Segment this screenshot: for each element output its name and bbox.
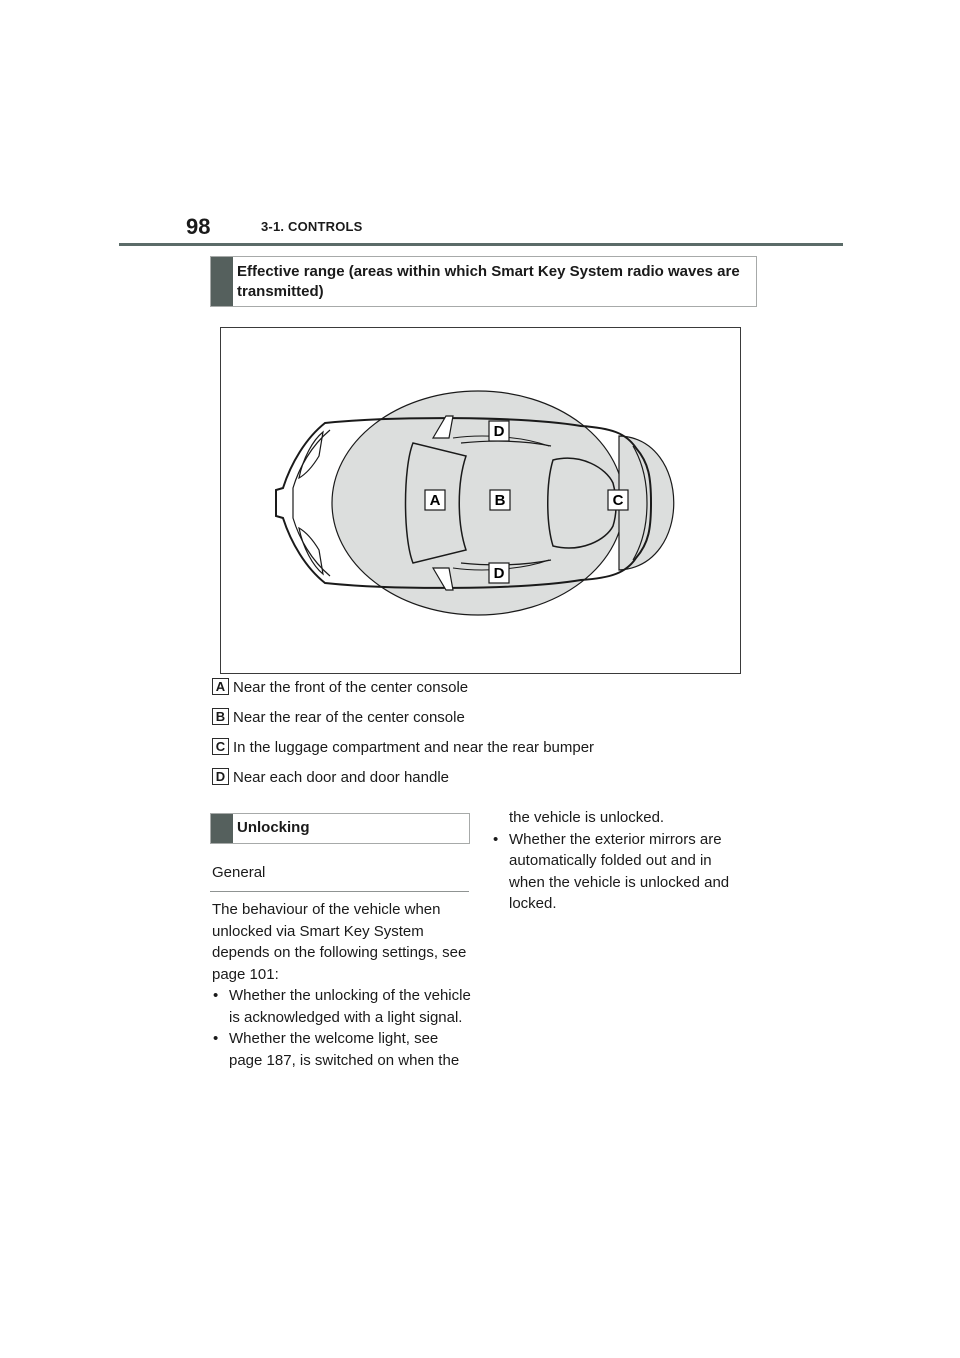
bullet-symbol: • bbox=[213, 987, 219, 1004]
section-title: 3-1. CONTROLS bbox=[261, 219, 363, 234]
bullet-text-continued: the vehicle is unlocked. bbox=[509, 809, 665, 826]
legend-text: Near the front of the center console bbox=[233, 679, 469, 696]
legend-key: A bbox=[212, 678, 229, 695]
body-column-right bbox=[492, 807, 762, 915]
headlight-left bbox=[299, 432, 323, 478]
figure-label-d-bottom-text: D bbox=[493, 565, 505, 582]
bullet-item bbox=[492, 807, 762, 829]
subheading-general: General bbox=[212, 864, 266, 881]
car-top-view-diagram bbox=[221, 328, 742, 675]
legend-text: Near each door and door handle bbox=[233, 769, 449, 786]
figure-label-b-text: B bbox=[494, 492, 506, 509]
bullet-text: Whether the welcome light, see page 187, is switched on when the bbox=[229, 1030, 460, 1069]
header-rule bbox=[119, 243, 843, 246]
bullet-symbol: • bbox=[493, 830, 499, 848]
bullet-item bbox=[212, 985, 472, 1028]
car-inner-line bbox=[293, 430, 330, 576]
legend-text: In the luggage compartment and near the rear bumper bbox=[233, 739, 595, 756]
bullet-text: Whether the unlocking of the vehicle is acknowledged with a light signal. bbox=[229, 987, 471, 1026]
heading-bar bbox=[211, 257, 233, 306]
bullet-symbol: • bbox=[213, 1030, 219, 1047]
heading-bar bbox=[211, 814, 233, 843]
figure-label-d-top bbox=[489, 421, 509, 441]
headlight-right bbox=[299, 528, 323, 574]
bullet-text: Whether the exterior mirrors are automatically folded out and in when the vehicle is unlocked and locked. bbox=[509, 830, 730, 912]
subheading-rule bbox=[210, 891, 469, 892]
heading-effective-range bbox=[210, 256, 757, 307]
body-column-left bbox=[212, 899, 472, 1071]
figure-label-a-text: A bbox=[429, 492, 441, 509]
figure-label-c bbox=[608, 490, 628, 510]
range-ellipse bbox=[332, 391, 624, 615]
figure-label-d-bottom bbox=[489, 563, 509, 583]
heading-unlocking bbox=[210, 813, 470, 844]
heading-text: Effective range (areas within which Smart Key System radio waves are transmitted) bbox=[237, 263, 740, 300]
legend-key: D bbox=[212, 768, 229, 785]
legend-key: C bbox=[212, 738, 229, 755]
heading-text: Unlocking bbox=[237, 819, 310, 836]
intro-paragraph: The behaviour of the vehicle when unlocked via Smart Key System depends on the following settings, see page 101: bbox=[212, 901, 467, 983]
figure-smart-key-range bbox=[220, 327, 741, 674]
figure-label-c-text: C bbox=[612, 492, 624, 509]
figure-label-b bbox=[490, 490, 510, 510]
figure-label-d-top-text: D bbox=[493, 423, 505, 440]
legend-key: B bbox=[212, 708, 229, 725]
bullet-item bbox=[212, 1028, 472, 1071]
page-number: 98 bbox=[186, 214, 211, 239]
figure-label-a bbox=[425, 490, 445, 510]
legend-text: Near the rear of the center console bbox=[233, 709, 465, 726]
bullet-item bbox=[492, 829, 762, 915]
